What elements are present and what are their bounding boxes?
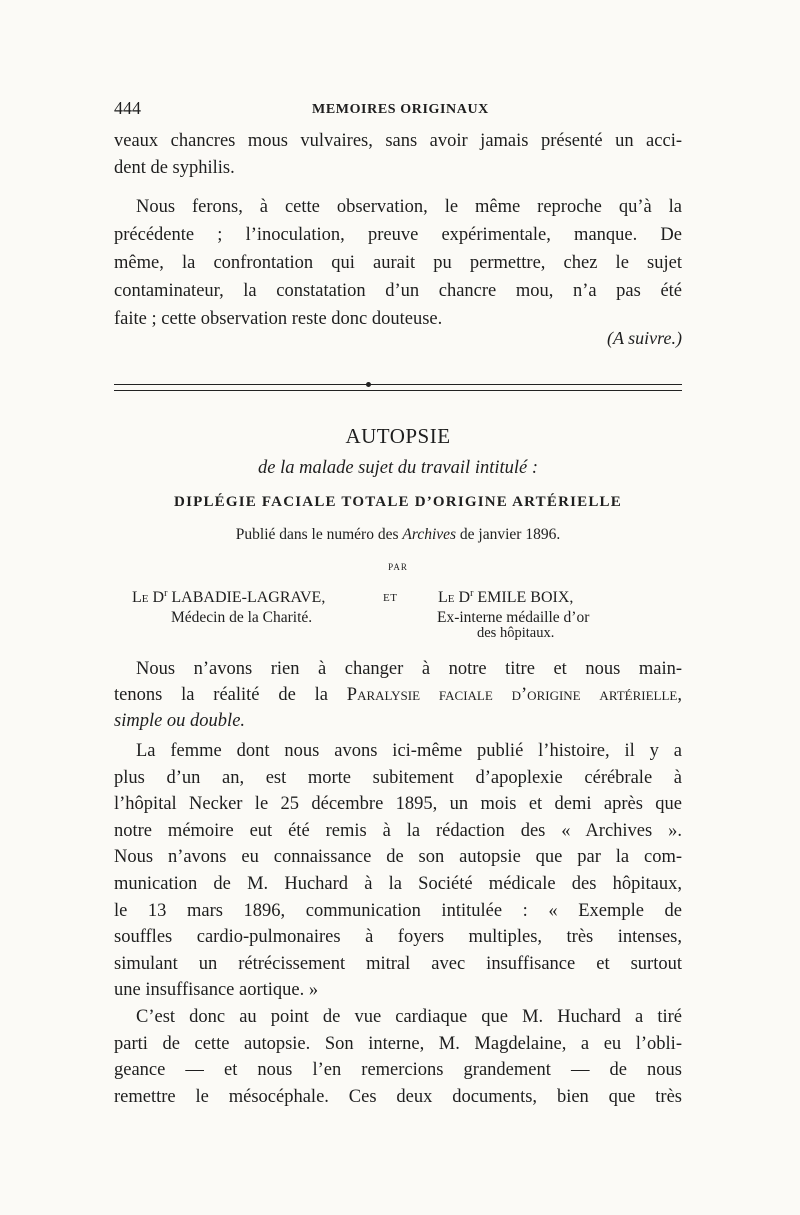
text-line: une insuffisance aortique. » [114,980,319,1001]
author-left-name [132,588,325,607]
author-right-sup: r [470,588,474,599]
paragraph-history [114,738,682,1004]
text-line: Nous n’avons rien à changer à notre titre et nous main- [136,659,682,679]
and-label: ET [383,592,398,604]
paragraph-title-note [114,656,682,734]
paragraph-autopsy [114,1004,682,1110]
text-line-pre: tenons la réalité de la [114,685,347,705]
text-line: l’hôpital Necker le 25 décembre 1895, un mois et demi après que [114,794,682,815]
text-line: veaux chancres mous vulvaires, sans avoir jamais présenté un acci- [114,131,682,151]
to-be-continued: (A suivre.) [607,328,682,348]
text-line: simple ou double. [114,711,246,731]
text-line: La femme dont nous avons ici-même publié l’histoire, il y a [136,741,682,761]
page-number: 444 [114,98,141,118]
article-subtitle: de la malade sujet du travail intitulé : [257,458,539,478]
author-right-surname: EMILE BOIX, [477,589,574,606]
text-line: dent de syphilis. [114,158,235,178]
journal-name: Archives [402,526,457,543]
text-line: le 13 mars 1896, communication intitulée : « Exemple de [114,900,682,921]
text-line: contaminateur, la constatation d’un chancre mou, n’a pas été [114,281,682,301]
author-left-sup: r [164,588,168,599]
author-left-prefix: Le D [132,589,165,606]
author-right-role-2: des hôpitaux. [477,625,555,641]
text-line: même, la confrontation qui aurait pu permettre, chez le sujet [114,253,682,273]
text-line: Nous ferons, à cette observation, le même reproche qu’à la [136,197,682,217]
publication-note-pre: Publié dans le numéro des [235,526,403,543]
condition-name: Paralysie faciale d’origine artérielle, [346,685,682,705]
paragraph-continuation [114,128,682,182]
author-right-name [438,588,573,607]
text-line: souffles cardio-pulmonaires à foyers multiples, très intenses, [114,927,682,948]
text-line: geance — et nous l’en remercions grandement — de nous [114,1060,682,1080]
text-line: plus d’un an, est morte subitement d’apoplexie cérébrale à [114,767,682,788]
text-line: parti de cette autopsie. Son interne, M. Magdelaine, a eu l’obli- [114,1033,682,1054]
divider-ornament [366,382,371,387]
paragraph-observation [114,194,682,334]
text-line: simulant un rétrécissement mitral avec insuffisance et surtout [114,953,682,974]
publication-note-post: de janvier 1896. [456,526,561,543]
divider-line-top [114,384,682,385]
text-line: remettre le mésocéphale. Ces deux documents, bien que très [114,1086,682,1107]
by-label: PAR [388,562,408,572]
text-line: précédente ; l’inoculation, preuve expérimentale, manque. De [114,225,682,245]
article-title: AUTOPSIE [345,424,451,448]
text-line [114,682,682,708]
author-right-role-1: Ex-interne médaille d’or [437,609,590,626]
section-divider [114,382,682,396]
author-right-prefix: Le D [438,589,471,606]
divider-line-bottom [114,390,682,391]
author-left-surname: LABADIE-LAGRAVE, [171,589,326,606]
article-diagnosis: DIPLÉGIE FACIALE TOTALE D’ORIGINE ARTÉRIELLE [174,494,622,510]
text-line: munication de M. Huchard à la Société médicale des hôpitaux, [114,873,682,894]
text-line: notre mémoire eut été remis à la rédaction des « Archives ». [114,820,682,841]
running-title: MEMOIRES ORIGINAUX [312,102,489,117]
author-left-role: Médecin de la Charité. [171,609,313,626]
text-line: faite ; cette observation reste donc douteuse. [114,309,443,329]
text-line: C’est donc au point de vue cardiaque que M. Huchard a tiré [136,1007,682,1027]
text-line: Nous n’avons eu connaissance de son autopsie que par la com- [114,847,682,868]
publication-note [114,526,682,544]
